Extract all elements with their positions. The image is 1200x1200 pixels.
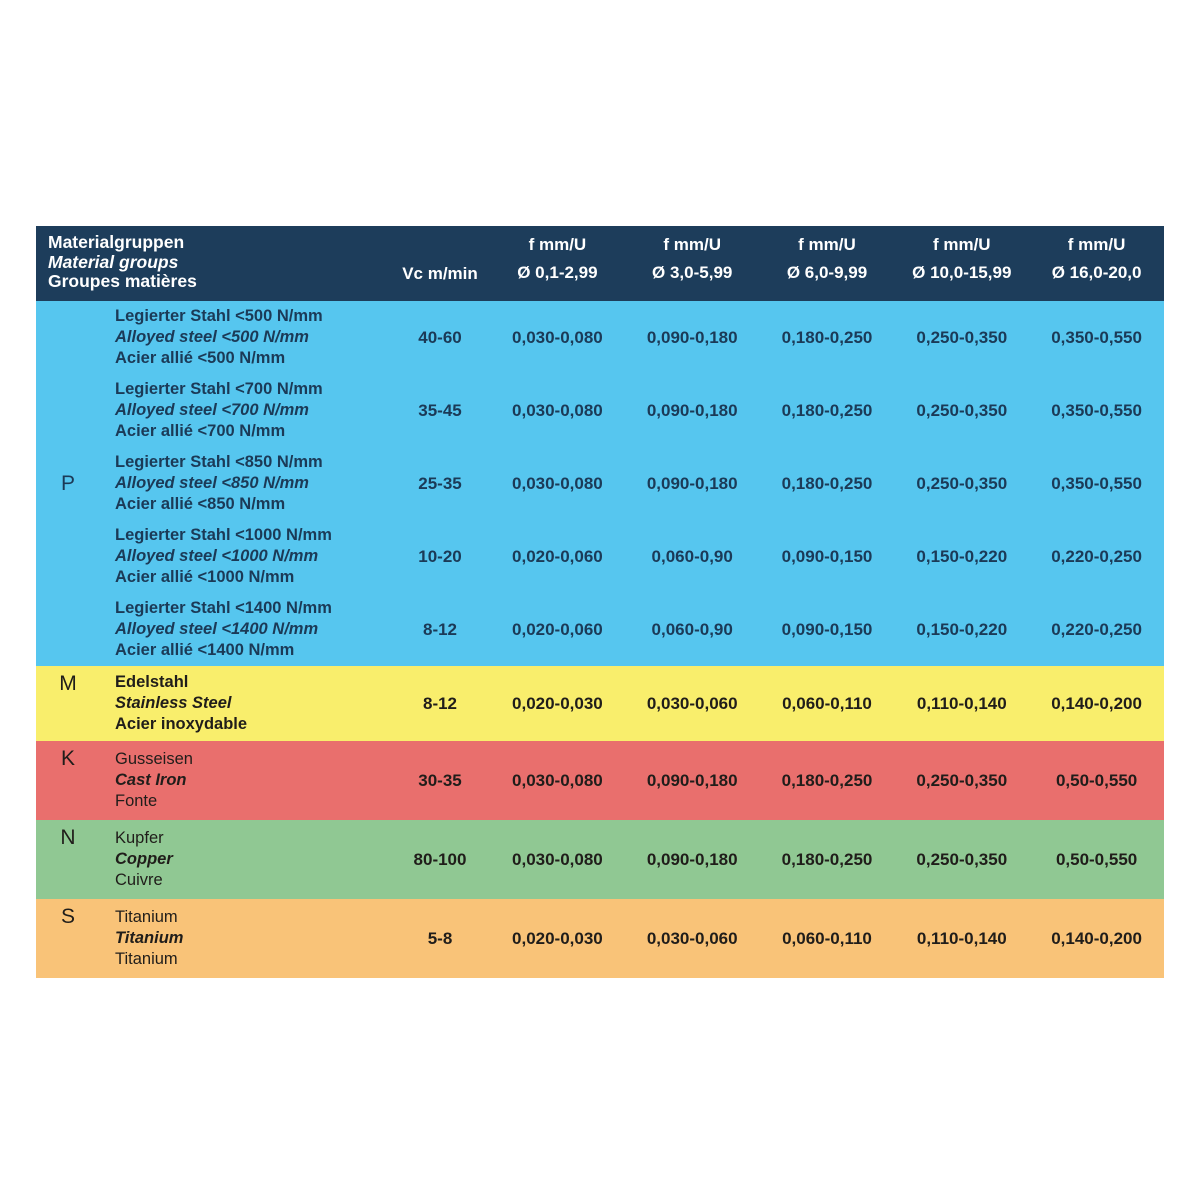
feed-value: 0,060-0,110 — [782, 693, 872, 713]
section-k-cast-iron — [36, 741, 1164, 820]
iso-class-letter-k: K — [60, 747, 75, 770]
vc-column-header: Vc m/min — [402, 264, 478, 283]
feed-value: 0,090-0,180 — [646, 849, 738, 869]
material-label — [100, 379, 390, 442]
material-name-fr: Fonte — [115, 792, 158, 810]
material-name-fr: Acier inoxydable — [115, 715, 248, 733]
table-row — [100, 374, 1164, 447]
section-n-copper — [36, 820, 1164, 899]
material-name-de: Edelstahl — [115, 673, 189, 691]
feed-value: 0,350-0,550 — [1051, 400, 1142, 420]
material-label — [100, 306, 390, 369]
feed-value: 0,140-0,200 — [1051, 928, 1142, 948]
material-name-de: Titanium — [115, 908, 178, 926]
feed-value: 0,180-0,250 — [781, 473, 873, 493]
material-name-en: Alloyed steel <700 N/mm — [115, 401, 309, 419]
table-row — [100, 741, 1164, 820]
feed-value: 0,020-0,030 — [512, 693, 603, 713]
table-row — [100, 301, 1164, 374]
material-name-fr: Acier allié <850 N/mm — [115, 495, 286, 513]
feed-value: 0,090-0,180 — [646, 327, 738, 347]
material-name-en: Cast Iron — [115, 771, 187, 789]
material-name-fr: Cuivre — [115, 871, 163, 889]
vc-value: 8-12 — [422, 619, 458, 639]
feed-value: 0,50-0,550 — [1055, 849, 1138, 869]
feed-value: 0,180-0,250 — [781, 770, 873, 790]
material-name-fr: Acier allié <500 N/mm — [115, 349, 286, 367]
vc-value: 10-20 — [418, 546, 462, 566]
feed-value: 0,030-0,080 — [512, 327, 603, 347]
table-row — [100, 666, 1164, 741]
material-name-de: Legierter Stahl <500 N/mm — [115, 307, 323, 325]
feed-unit-label: f mm/U — [528, 235, 587, 254]
feed-unit-label: f mm/U — [798, 235, 856, 254]
vc-value: 35-45 — [418, 400, 462, 420]
vc-value: 40-60 — [418, 327, 462, 347]
feed-value: 0,250-0,350 — [916, 770, 1008, 790]
section-m-stainless — [36, 666, 1164, 741]
feed-value: 0,090-0,180 — [646, 473, 738, 493]
feed-value: 0,020-0,030 — [512, 928, 603, 948]
material-groups-header-de: Materialgruppen — [48, 232, 185, 252]
diameter-range-label: Ø 10,0-15,99 — [912, 263, 1012, 282]
material-label — [100, 828, 390, 891]
vc-value: 30-35 — [418, 770, 462, 790]
feed-value: 0,150-0,220 — [916, 619, 1008, 639]
feed-value: 0,090-0,150 — [781, 619, 873, 639]
vc-value: 5-8 — [427, 928, 453, 948]
material-label — [100, 749, 390, 812]
feed-value: 0,50-0,550 — [1055, 770, 1138, 790]
feed-value: 0,090-0,180 — [646, 770, 738, 790]
material-name-de: Legierter Stahl <1000 N/mm — [115, 526, 332, 544]
section-n-rows — [100, 820, 1164, 899]
feed-value: 0,250-0,350 — [916, 473, 1008, 493]
feed-value: 0,060-0,90 — [651, 546, 733, 566]
material-label — [100, 598, 390, 661]
feed-value: 0,020-0,060 — [512, 546, 603, 566]
material-name-fr: Acier allié <700 N/mm — [115, 422, 286, 440]
diameter-range-label: Ø 16,0-20,0 — [1051, 263, 1142, 282]
material-label — [100, 907, 390, 970]
material-groups-header — [36, 226, 390, 301]
material-name-fr: Titanium — [115, 950, 178, 968]
material-name-de: Legierter Stahl <850 N/mm — [115, 453, 323, 471]
material-name-en: Alloyed steel <1000 N/mm — [115, 547, 319, 565]
feed-value: 0,180-0,250 — [781, 400, 873, 420]
feed-column-header-5 — [1029, 226, 1164, 301]
material-label — [100, 672, 390, 735]
feed-value: 0,090-0,180 — [646, 400, 738, 420]
feed-value: 0,140-0,200 — [1051, 693, 1142, 713]
material-name-en: Stainless Steel — [115, 694, 232, 712]
material-groups-header-fr: Groupes matières — [48, 271, 197, 291]
feed-value: 0,150-0,220 — [916, 546, 1008, 566]
feed-unit-label: f mm/U — [663, 235, 721, 254]
feed-column-header-4 — [894, 226, 1029, 301]
feed-value: 0,250-0,350 — [916, 400, 1008, 420]
material-name-de: Gusseisen — [115, 750, 193, 768]
material-name-en: Alloyed steel <1400 N/mm — [115, 620, 319, 638]
feed-value: 0,110-0,140 — [916, 928, 1007, 948]
feed-value: 0,030-0,080 — [512, 473, 603, 493]
feed-value: 0,030-0,080 — [512, 770, 603, 790]
table-row — [100, 820, 1164, 899]
feed-value: 0,350-0,550 — [1051, 327, 1142, 347]
feed-value: 0,110-0,140 — [916, 693, 1007, 713]
material-name-de: Kupfer — [115, 829, 164, 847]
material-groups-header-en: Material groups — [48, 251, 179, 272]
material-name-de: Legierter Stahl <1400 N/mm — [115, 599, 332, 617]
diameter-range-label: Ø 6,0-9,99 — [786, 263, 868, 282]
section-p-rows — [100, 301, 1164, 666]
feed-value: 0,180-0,250 — [781, 849, 873, 869]
material-name-en: Alloyed steel <500 N/mm — [115, 328, 309, 346]
feed-value: 0,250-0,350 — [916, 849, 1008, 869]
table-row — [100, 593, 1164, 666]
iso-class-letter-s: S — [60, 905, 75, 928]
feed-value: 0,220-0,250 — [1051, 546, 1142, 566]
diameter-range-label: Ø 3,0-5,99 — [652, 263, 733, 282]
diameter-range-label: Ø 0,1-2,99 — [517, 263, 598, 282]
material-name-en: Copper — [115, 850, 173, 868]
feed-value: 0,030-0,060 — [646, 693, 738, 713]
iso-class-letter-m: M — [59, 672, 77, 695]
feed-value: 0,180-0,250 — [781, 327, 873, 347]
section-p-steel — [36, 301, 1164, 666]
feed-value: 0,350-0,550 — [1051, 473, 1142, 493]
table-row — [100, 520, 1164, 593]
section-s-rows — [100, 899, 1164, 978]
feed-value: 0,220-0,250 — [1051, 619, 1142, 639]
material-name-de: Legierter Stahl <700 N/mm — [115, 380, 323, 398]
feed-value: 0,060-0,90 — [651, 619, 733, 639]
feed-value: 0,030-0,080 — [512, 400, 603, 420]
iso-class-letter-p: P — [60, 472, 75, 495]
section-k-rows — [100, 741, 1164, 820]
material-name-en: Titanium — [115, 929, 184, 947]
feed-unit-label: f mm/U — [1067, 235, 1126, 254]
table-row — [100, 899, 1164, 978]
material-label — [100, 525, 390, 588]
material-label — [100, 452, 390, 515]
feed-unit-label: f mm/U — [932, 235, 991, 254]
vc-value: 25-35 — [418, 473, 462, 493]
feed-value: 0,250-0,350 — [916, 327, 1008, 347]
feed-value: 0,030-0,060 — [646, 928, 738, 948]
material-name-fr: Acier allié <1000 N/mm — [115, 568, 295, 586]
table-header-row — [36, 226, 1164, 301]
feed-column-header-2 — [625, 226, 760, 301]
vc-value: 80-100 — [413, 849, 467, 869]
feed-value: 0,060-0,110 — [782, 928, 872, 948]
feed-value: 0,030-0,080 — [512, 849, 603, 869]
iso-class-letter-n: N — [60, 826, 76, 849]
feed-value: 0,020-0,060 — [512, 619, 603, 639]
feed-value: 0,090-0,150 — [781, 546, 873, 566]
material-feed-table — [36, 226, 1164, 978]
feed-column-header-1 — [490, 226, 625, 301]
section-m-rows — [100, 666, 1164, 741]
material-name-en: Alloyed steel <850 N/mm — [115, 474, 309, 492]
table-row — [100, 447, 1164, 520]
section-s-titanium — [36, 899, 1164, 978]
material-name-fr: Acier allié <1400 N/mm — [115, 641, 295, 659]
vc-value: 8-12 — [422, 693, 458, 713]
feed-column-header-3 — [760, 226, 895, 301]
